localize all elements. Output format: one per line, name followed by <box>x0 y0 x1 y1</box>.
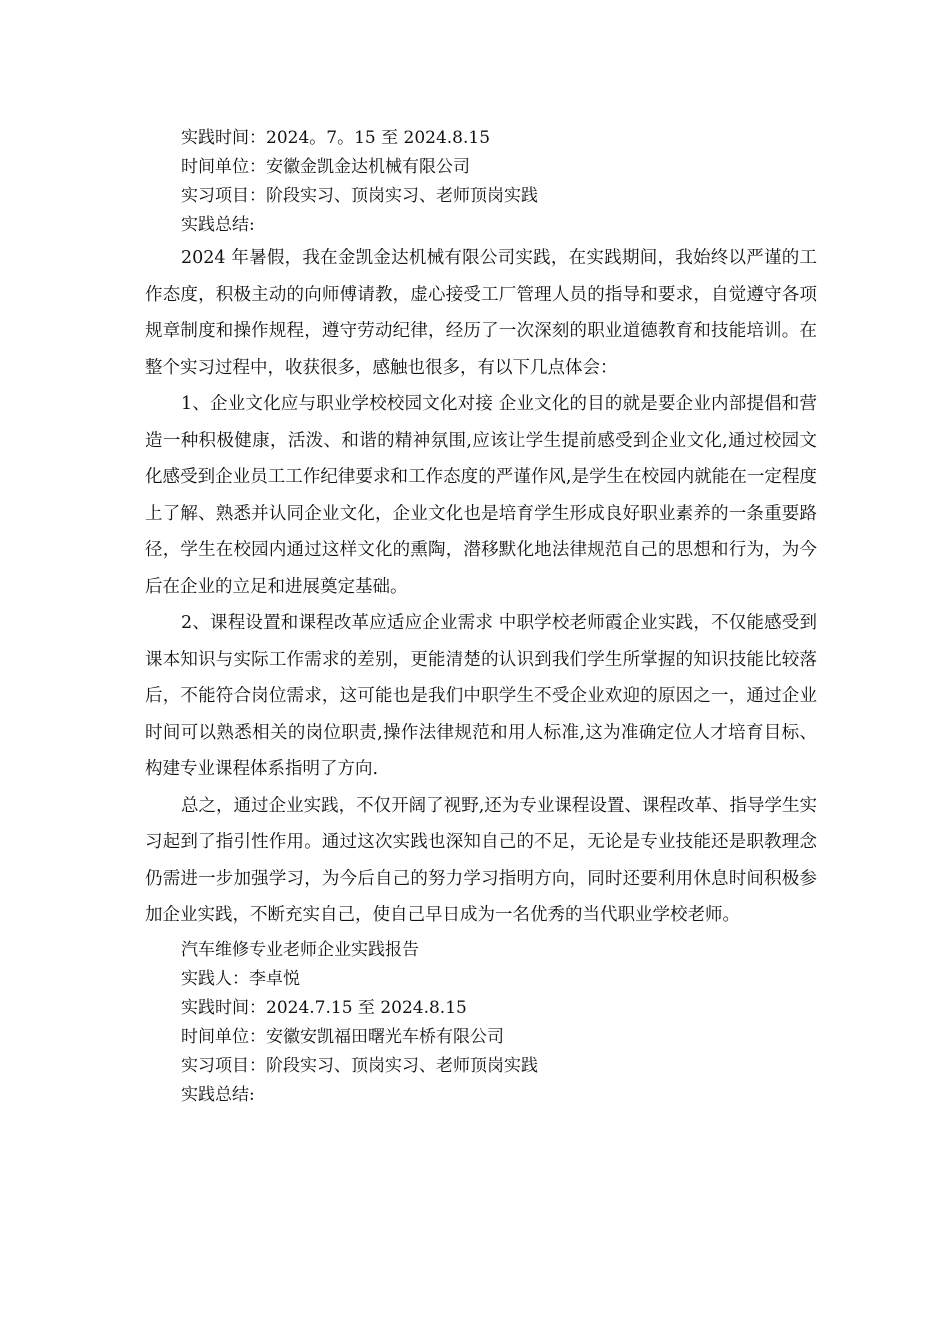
document-body <box>145 124 817 1110</box>
paragraph-intro: 2024 年暑假，我在金凯金达机械有限公司实践，在实践期间，我始终以严谨的工作态度，积极主动的向师傅请教，虚心接受工厂管理人员的指导和要求，自觉遵守各项规章制度和操作规程，遵守劳动纪律，经历了一次深刻的职业道德教育和技能培训。在整个实习过程中，收获很多，感触也很多，有以下几点体会： <box>145 248 817 378</box>
second-unit-line: 时间单位：安徽安凯福田曙光车桥有限公司 <box>181 1026 504 1047</box>
second-summary-label: 实践总结: <box>181 1084 255 1105</box>
summary-paragraphs <box>145 240 817 934</box>
paragraph-point-2: 2、课程设置和课程改革应适应企业需求 中职学校老师霞企业实践，不仅能感受到课本知识与实际工作需求的差别，更能清楚的认识到我们学生所掌握的知识技能比较落后，不能符合岗位需求，这可能也是我们中职学生不受企业欢迎的原因之一，通过企业时间可以熟悉相关的岗位职责,操作法律规范和用人标准,这为准确定位人才培育目标、构建专业课程体系指明了方向. <box>145 613 817 779</box>
second-project-line: 实习项目：阶段实习、顶岗实习、老师顶岗实践 <box>181 1055 538 1076</box>
second-report-header-block <box>145 936 817 1110</box>
project-line: 实习项目：阶段实习、顶岗实习、老师顶岗实践 <box>181 186 538 206</box>
summary-label: 实践总结: <box>181 215 255 235</box>
paragraph-conclusion: 总之，通过企业实践，不仅开阔了视野,还为专业课程设置、课程改革、指导学生实习起到了指引性作用。通过这次实践也深知自己的不足，无论是专业技能还是职教理念仍需进一步加强学习，为今后自己的努力学习指明方向，同时还要利用休息时间积极参加企业实践，不断充实自己，使自己早日成为一名优秀的当代职业学校老师。 <box>145 795 817 925</box>
report-header-block <box>145 124 817 240</box>
unit-line: 时间单位：安徽金凯金达机械有限公司 <box>181 157 470 177</box>
second-report-title: 汽车维修专业老师企业实践报告 <box>181 939 419 960</box>
practitioner-line: 实践人：李卓悦 <box>181 968 300 989</box>
second-practice-time-line: 实践时间：2024.7.15 至 2024.8.15 <box>181 997 467 1018</box>
paragraph-point-1: 1、企业文化应与职业学校校园文化对接 企业文化的目的就是要企业内部提倡和营造一种积极健康，活泼、和谐的精神氛围,应该让学生提前感受到企业文化,通过校园文化感受到企业员工工作纪律要求和工作态度的严谨作风,是学生在校园内就能在一定程度上了解、熟悉并认同企业文化，企业文化也是培育学生形成良好职业素养的一条重要路径，学生在校园内通过这样文化的熏陶，潜移默化地法律规范自己的思想和行为，为今后在企业的立足和进展奠定基础。 <box>145 394 817 597</box>
practice-time-line: 实践时间：2024。7。15 至 2024.8.15 <box>181 128 491 148</box>
